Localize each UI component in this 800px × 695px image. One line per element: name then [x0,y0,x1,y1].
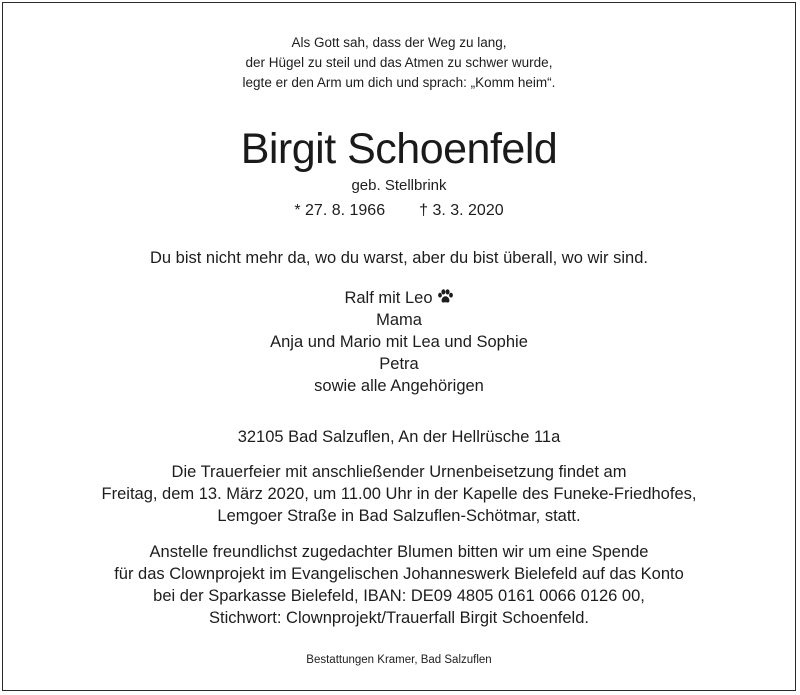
ceremony-line: Lemgoer Straße in Bad Salzuflen-Schötmar, statt. [217,507,581,525]
family-member: Ralf mit Leo [344,289,433,307]
family-member: sowie alle Angehörigen [314,377,484,395]
paw-print-icon [437,288,454,310]
ceremony-line: Die Trauerfeier mit anschließender Urnenbeisetzung findet am [171,463,627,481]
death-date: † 3. 3. 2020 [419,202,504,219]
donation-line: Stichwort: Clownprojekt/Trauerfall Birgit Schoenfeld. [209,609,589,627]
poem-line: legte er den Arm um dich und sprach: „Komm heim“. [242,75,556,90]
ceremony-line: Freitag, dem 13. März 2020, um 11.00 Uhr in der Kapelle des Funeke-Friedhofes, [101,485,697,503]
memorial-quote: Du bist nicht mehr da, wo du warst, aber du bist überall, wo wir sind. [150,249,648,267]
family-member: Mama [376,311,422,329]
donation-line: bei der Sparkasse Bielefeld, IBAN: DE09 4805 0161 0066 0126 00, [153,587,645,605]
donation-line: für das Clownprojekt im Evangelischen Johanneswerk Bielefeld auf das Konto [114,565,684,583]
life-dates [3,201,795,221]
obituary-notice [2,2,796,691]
funeral-home: Bestattungen Kramer, Bad Salzuflen [306,654,492,666]
family-member: Petra [379,355,419,373]
poem-line: der Hügel zu steil und das Atmen zu schwer wurde, [245,55,553,70]
poem-line: Als Gott sah, dass der Weg zu lang, [291,35,507,50]
family-member: Anja und Mario mit Lea und Sophie [270,333,528,351]
donation-line: Anstelle freundlichst zugedachter Blumen bitten wir um eine Spende [149,543,649,561]
birth-date: * 27. 8. 1966 [294,202,386,219]
birth-name: geb. Stellbrink [351,177,447,194]
deceased-name: Birgit Schoenfeld [240,125,558,173]
mourner-address: 32105 Bad Salzuflen, An der Hellrüsche 11a [237,428,561,446]
family-line-ralf [3,287,795,310]
